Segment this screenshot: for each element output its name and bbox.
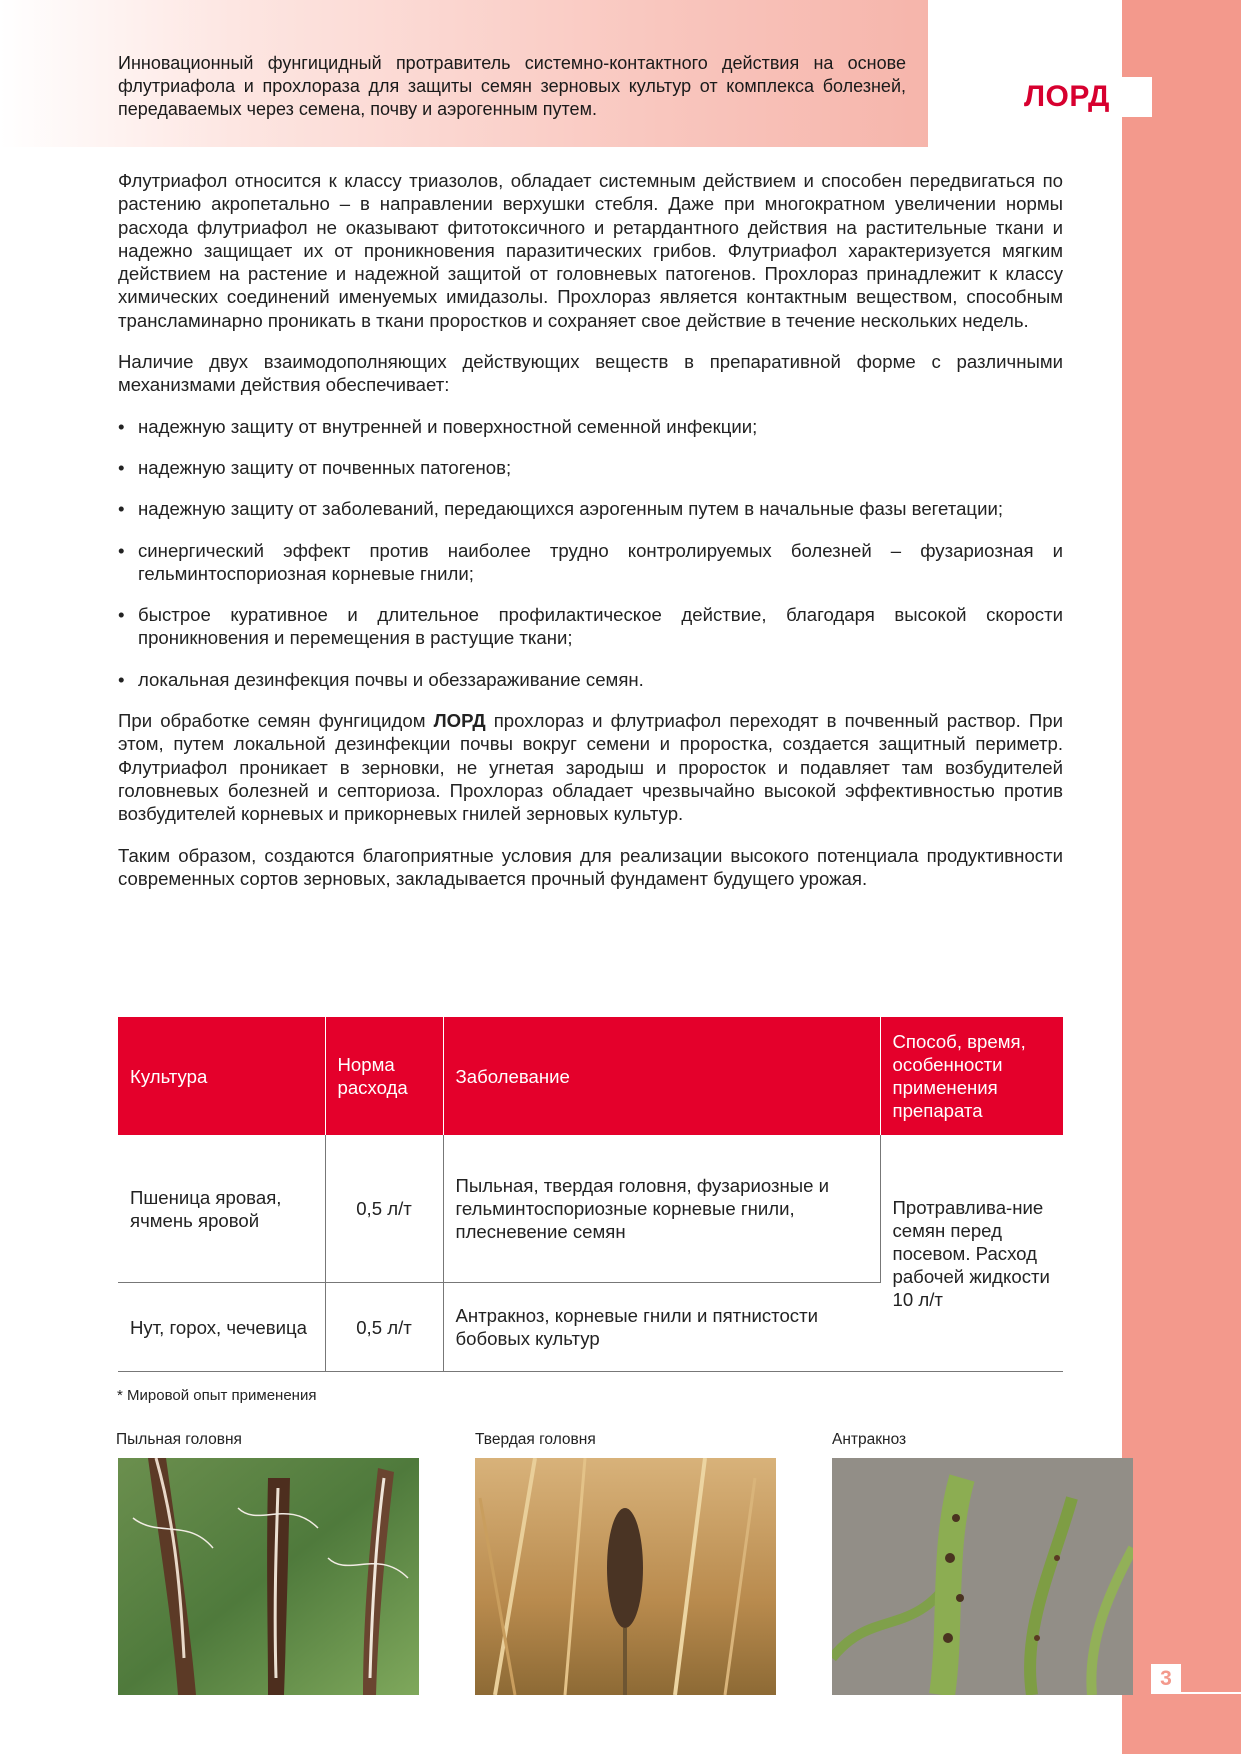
list-item: [118, 603, 1063, 650]
list-item: [118, 539, 1063, 586]
footnote: * Мировой опыт применения: [117, 1387, 317, 1404]
list-item: [118, 415, 1063, 438]
paragraph-3-start: При обработке семян фунгицидом: [118, 710, 434, 732]
cell-rate: 0,5 л/т: [325, 1135, 443, 1283]
header-crop: Культура: [118, 1017, 325, 1135]
paragraph-4: Таким образом, создаются благоприятные условия для реализации высокого потенциала продуктивности современных сортов зерновых, закладывается прочный фундамент будущего урожая.: [118, 844, 1063, 889]
cell-crop: Пшеница яровая, ячмень яровой: [118, 1135, 325, 1283]
photo-loose-smut: [118, 1458, 419, 1695]
page-number: 3: [1151, 1664, 1181, 1694]
paragraph-2: Наличие двух взаимодополняющих действующих веществ в препаративной форме с различными механизмами действия обеспечивает:: [118, 351, 1063, 396]
bullet-mark: •: [118, 415, 125, 437]
header-disease: Заболевание: [443, 1017, 880, 1135]
body-text: [118, 169, 1063, 908]
list-item: [118, 497, 1063, 520]
photo-caption-covered-smut: Твердая головня: [475, 1431, 596, 1448]
table-row: [118, 1135, 1063, 1283]
covered-smut-image: [475, 1458, 776, 1695]
table-header-row: [118, 1017, 1063, 1135]
bullet-mark: •: [118, 668, 125, 690]
application-table: [118, 1017, 1063, 1372]
photo-anthracnose: [832, 1458, 1133, 1695]
paragraph-3-end: прохлораз и флутриафол переходят в почвенный раствор. При этом, путем локальной дезинфекции почвы вокруг семени и проростка, создается защитный периметр. Флутриафол проникает в зерновки, не угнетая зародыш и проросток и подавляет там возбудителей головневых болезней и септориоза. Прохлораз обладает чрезвычайно высокой эффективностью против возбудителей корневых и прикорневых гнилей зерновых культур.: [118, 710, 1063, 825]
cell-disease: Пыльная, твердая головня, фузариозные и гельминтоспориозные корневые гнили, плесневение семян: [443, 1135, 880, 1283]
benefits-list: [118, 415, 1063, 691]
cell-rate: 0,5 л/т: [325, 1283, 443, 1372]
bullet-mark: •: [118, 604, 125, 626]
right-decorative-band: [1122, 0, 1241, 1754]
header-banner: [0, 0, 928, 147]
bullet-mark: •: [118, 456, 125, 478]
header-method: Способ, время, особенности применения препарата: [880, 1017, 1063, 1135]
list-item: [118, 456, 1063, 479]
header-rate: Норма расхода: [325, 1017, 443, 1135]
cell-disease: Антракноз, корневые гнили и пятнистости бобовых культур: [443, 1283, 880, 1372]
paragraph-1: Флутриафол относится к классу триазолов, обладает системным действием и способен передвигаться по растению акропетально – в направлении верхушки стебля. Даже при многократном увеличении нормы расхода флутриафол не оказывают фитотоксичного и ретардантного действия на растительные ткани и надежно защищает их от проникновения паразитических грибов. Флутриафол характеризуется мягким действием на растение и надежной защитой от головневых патогенов. Прохлораз принадлежит к классу химических соединений именуемых имидазолы. Прохлораз является контактным веществом, способным трансламинарно проникать в ткани проростков и сохраняет свое действие в течение нескольких недель.: [118, 170, 1063, 331]
list-item-text: локальная дезинфекция почвы и обеззараживание семян.: [138, 668, 644, 690]
paragraph-3: [118, 709, 1063, 825]
bullet-mark: •: [118, 498, 125, 520]
photo-caption-loose-smut: Пыльная головня: [116, 1431, 242, 1448]
list-item-text: синергический эффект против наиболее трудно контролируемых болезней – фузариозная и гельминтоспориозная корневые гнили;: [138, 539, 1063, 584]
page-number-rule: [1181, 1692, 1241, 1694]
anthracnose-image: [832, 1458, 1133, 1695]
loose-smut-image: [118, 1458, 419, 1695]
brand-inline: ЛОРД: [433, 710, 486, 732]
list-item-text: быстрое куративное и длительное профилактическое действие, благодаря высокой скорости проникновения и перемещения в растущие ткани;: [138, 604, 1063, 649]
list-item: [118, 668, 1063, 691]
photo-covered-smut: [475, 1458, 776, 1695]
list-item-text: надежную защиту от заболеваний, передающихся аэрогенным путем в начальные фазы вегетации;: [138, 498, 1004, 520]
photo-caption-anthracnose: Антракноз: [832, 1431, 907, 1448]
brand-name: ЛОРД: [1024, 80, 1110, 113]
list-item-text: надежную защиту от внутренней и поверхностной семенной инфекции;: [138, 415, 758, 437]
intro-text: Инновационный фунгицидный протравитель системно-контактного действия на основе флутриафола и прохлораза для защиты семян зерновых культур от комплекса болезней, передаваемых через семена, почву и аэрогенным путем.: [118, 53, 906, 119]
cell-method: Протравлива-ние семян перед посевом. Расход рабочей жидкости 10 л/т: [880, 1135, 1063, 1372]
cell-crop: Нут, горох, чечевица: [118, 1283, 325, 1372]
bullet-mark: •: [118, 539, 125, 561]
list-item-text: надежную защиту от почвенных патогенов;: [138, 456, 512, 478]
